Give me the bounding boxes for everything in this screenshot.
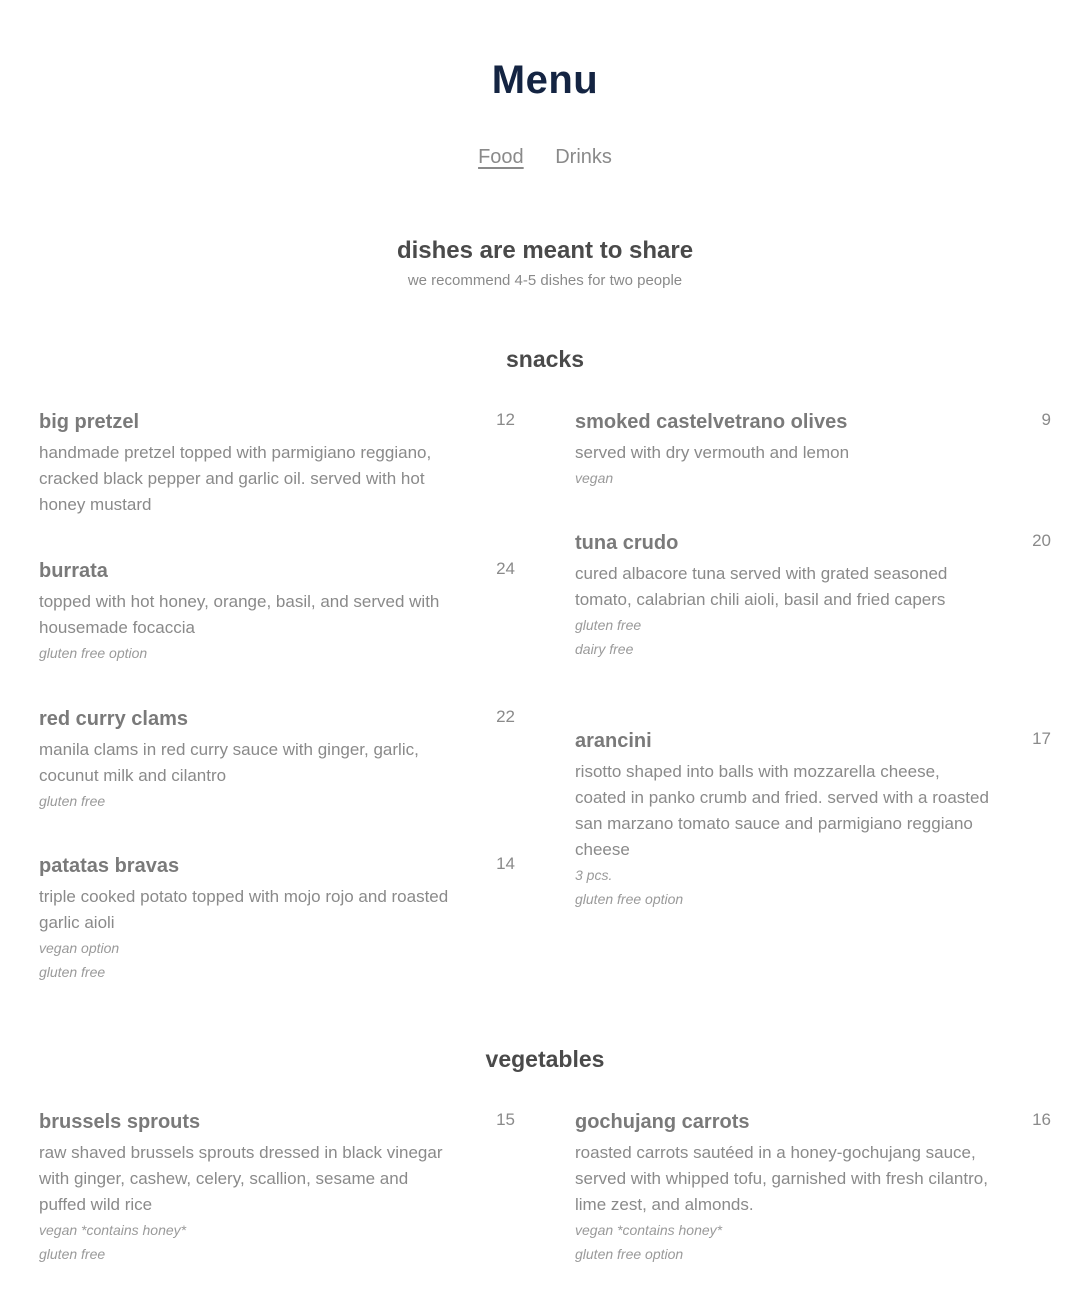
item-description: topped with hot honey, orange, basil, and served with housemade focaccia [39,592,440,637]
item-name: big pretzel [39,411,140,433]
item-tag: 3 pcs. [575,867,613,883]
menu-item [39,409,515,518]
item-description: triple cooked potato topped with mojo rojo and roasted garlic aioli [39,887,449,932]
item-description: cured albacore tuna served with grated seasoned tomato, calabrian chili aioli, basil and fried capers [575,564,948,609]
item-price: 16 [1032,1110,1051,1129]
item-name: brussels sprouts [39,1111,201,1133]
item-price: 22 [496,707,515,726]
tab-food[interactable]: Food [478,146,524,168]
section-title-vegetables: vegetables [485,1046,605,1072]
item-tag: vegan option [39,940,120,956]
intro-heading: dishes are meant to share [396,237,694,264]
item-description: roasted carrots sautéed in a honey-gochujang sauce, served with whipped tofu, garnished with fresh cilantro, lime zest, and almonds. [575,1143,988,1214]
menu-item [575,530,1051,661]
item-tag: gluten free [39,964,106,980]
item-name: gochujang carrots [575,1111,750,1133]
item-price: 12 [496,410,515,429]
item-price: 9 [1041,410,1051,429]
item-tag: gluten free [575,617,642,633]
item-description: manila clams in red curry sauce with ginger, garlic, cocunut milk and cilantro [39,740,419,785]
item-name: smoked castelvetrano olives [575,411,848,433]
item-tag: gluten free [39,793,106,809]
menu-item [39,853,515,984]
item-name: arancini [575,730,652,752]
menu-item [39,706,515,813]
item-name: red curry clams [39,708,188,730]
page-title: Menu [491,58,599,102]
item-price: 20 [1032,531,1051,550]
section-title-snacks: snacks [505,346,584,372]
intro-subheading: we recommend 4-5 dishes for two people [407,272,683,289]
item-name: tuna crudo [575,532,679,554]
item-tag: gluten free [39,1246,106,1262]
item-name: burrata [39,560,108,582]
menu-item [575,728,1051,911]
item-tag: vegan [575,470,614,486]
tab-drinks[interactable]: Drinks [555,146,612,168]
item-description: raw shaved brussels sprouts dressed in black vinegar with ginger, cashew, celery, scallion, sesame and puffed wild rice [39,1143,443,1214]
menu-item [575,1109,1051,1266]
item-description: handmade pretzel topped with parmigiano reggiano, cracked black pepper and garlic oil. served with hot honey mustard [39,443,432,514]
item-tag: gluten free option [575,891,684,907]
menu-item [39,1109,515,1266]
item-price: 17 [1032,729,1051,748]
item-price: 14 [496,854,515,873]
menu-item [575,409,1051,490]
item-description: risotto shaped into balls with mozzarella cheese, coated in panko crumb and fried. served with a roasted san marzano tomato sauce and parmigiano reggiano cheese [575,762,989,859]
item-tag: gluten free option [39,645,148,661]
item-tag: dairy free [575,641,634,657]
item-description: served with dry vermouth and lemon [575,443,850,462]
item-tag: vegan *contains honey* [39,1222,187,1238]
item-price: 15 [496,1110,515,1129]
item-name: patatas bravas [39,855,180,877]
item-tag: vegan *contains honey* [575,1222,723,1238]
item-tag: gluten free option [575,1246,684,1262]
menu-item [39,558,515,665]
menu-tabs [0,146,1090,169]
item-price: 24 [496,559,515,578]
